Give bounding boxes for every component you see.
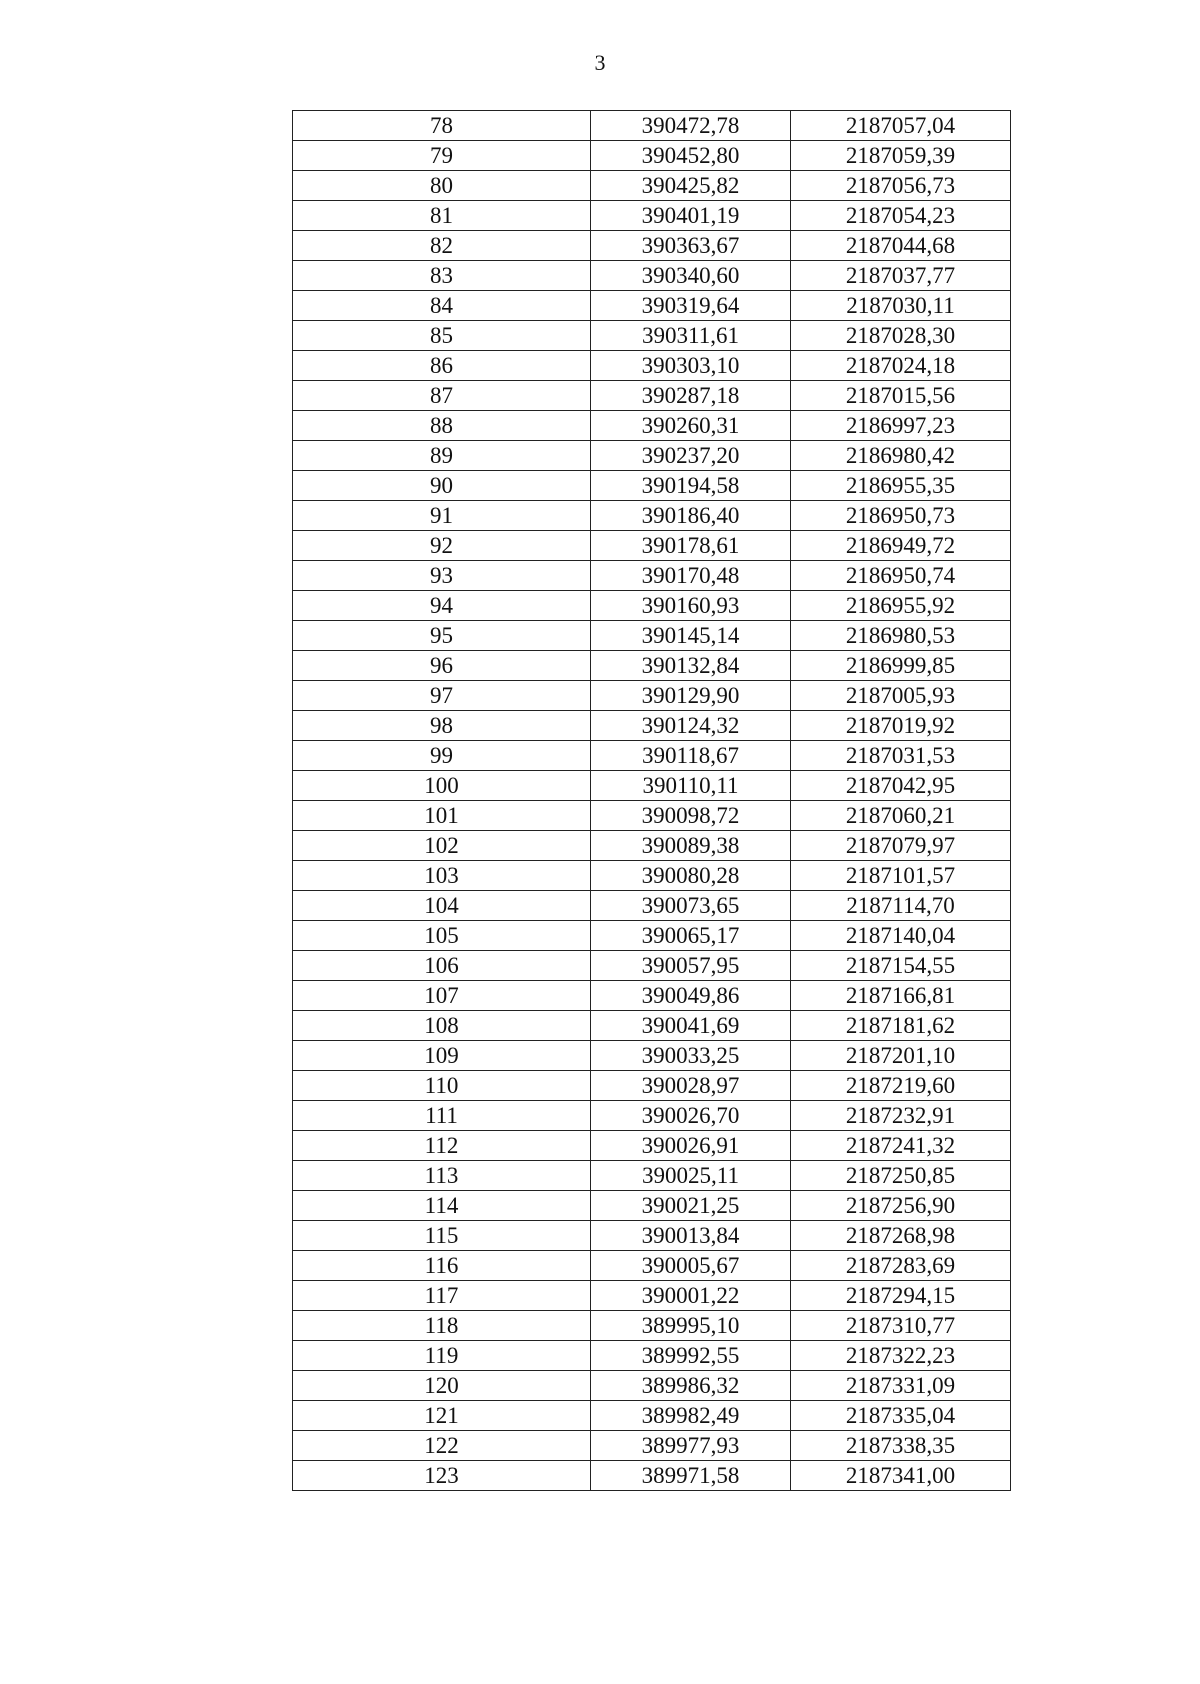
x-coordinate-cell: 389986,32	[591, 1371, 791, 1401]
point-number-cell: 118	[293, 1311, 591, 1341]
table-row	[293, 381, 1011, 411]
x-coordinate-cell: 390303,10	[591, 351, 791, 381]
x-coordinate-cell: 390026,70	[591, 1101, 791, 1131]
table-row	[293, 141, 1011, 171]
x-coordinate-cell: 390452,80	[591, 141, 791, 171]
point-number-cell: 81	[293, 201, 591, 231]
table-row	[293, 741, 1011, 771]
y-coordinate-cell: 2186980,42	[791, 441, 1011, 471]
y-coordinate-cell: 2186997,23	[791, 411, 1011, 441]
x-coordinate-cell: 390194,58	[591, 471, 791, 501]
point-number-cell: 90	[293, 471, 591, 501]
x-coordinate-cell: 390065,17	[591, 921, 791, 951]
y-coordinate-cell: 2187219,60	[791, 1071, 1011, 1101]
table-row	[293, 1071, 1011, 1101]
point-number-cell: 82	[293, 231, 591, 261]
point-number-cell: 120	[293, 1371, 591, 1401]
x-coordinate-cell: 390178,61	[591, 531, 791, 561]
table-row	[293, 591, 1011, 621]
table-row	[293, 681, 1011, 711]
y-coordinate-cell: 2186950,73	[791, 501, 1011, 531]
x-coordinate-cell: 390363,67	[591, 231, 791, 261]
y-coordinate-cell: 2187056,73	[791, 171, 1011, 201]
x-coordinate-cell: 390089,38	[591, 831, 791, 861]
y-coordinate-cell: 2187310,77	[791, 1311, 1011, 1341]
y-coordinate-cell: 2187283,69	[791, 1251, 1011, 1281]
point-number-cell: 102	[293, 831, 591, 861]
point-number-cell: 86	[293, 351, 591, 381]
table-row	[293, 1221, 1011, 1251]
point-number-cell: 104	[293, 891, 591, 921]
x-coordinate-cell: 390311,61	[591, 321, 791, 351]
x-coordinate-cell: 390049,86	[591, 981, 791, 1011]
x-coordinate-cell: 390005,67	[591, 1251, 791, 1281]
table-row	[293, 891, 1011, 921]
point-number-cell: 113	[293, 1161, 591, 1191]
table-row	[293, 1431, 1011, 1461]
x-coordinate-cell: 390041,69	[591, 1011, 791, 1041]
y-coordinate-cell: 2187005,93	[791, 681, 1011, 711]
table-row	[293, 1401, 1011, 1431]
point-number-cell: 112	[293, 1131, 591, 1161]
y-coordinate-cell: 2186980,53	[791, 621, 1011, 651]
y-coordinate-cell: 2187057,04	[791, 111, 1011, 141]
y-coordinate-cell: 2186955,35	[791, 471, 1011, 501]
point-number-cell: 80	[293, 171, 591, 201]
y-coordinate-cell: 2187028,30	[791, 321, 1011, 351]
y-coordinate-cell: 2187031,53	[791, 741, 1011, 771]
x-coordinate-cell: 390080,28	[591, 861, 791, 891]
y-coordinate-cell: 2186949,72	[791, 531, 1011, 561]
point-number-cell: 122	[293, 1431, 591, 1461]
table-row	[293, 171, 1011, 201]
y-coordinate-cell: 2187030,11	[791, 291, 1011, 321]
x-coordinate-cell: 390073,65	[591, 891, 791, 921]
table-row	[293, 711, 1011, 741]
table-row	[293, 111, 1011, 141]
y-coordinate-cell: 2187015,56	[791, 381, 1011, 411]
table-row	[293, 831, 1011, 861]
table-row	[293, 501, 1011, 531]
y-coordinate-cell: 2187154,55	[791, 951, 1011, 981]
point-number-cell: 98	[293, 711, 591, 741]
table-row	[293, 411, 1011, 441]
coordinates-table-body	[293, 111, 1011, 1491]
y-coordinate-cell: 2187079,97	[791, 831, 1011, 861]
table-row	[293, 531, 1011, 561]
page-number: 3	[594, 50, 606, 75]
table-row	[293, 651, 1011, 681]
point-number-cell: 111	[293, 1101, 591, 1131]
point-number-cell: 119	[293, 1341, 591, 1371]
table-row	[293, 1461, 1011, 1491]
point-number-cell: 87	[293, 381, 591, 411]
x-coordinate-cell: 390237,20	[591, 441, 791, 471]
point-number-cell: 84	[293, 291, 591, 321]
point-number-cell: 97	[293, 681, 591, 711]
point-number-cell: 93	[293, 561, 591, 591]
x-coordinate-cell: 390110,11	[591, 771, 791, 801]
table-row	[293, 471, 1011, 501]
point-number-cell: 123	[293, 1461, 591, 1491]
point-number-cell: 105	[293, 921, 591, 951]
point-number-cell: 78	[293, 111, 591, 141]
y-coordinate-cell: 2187166,81	[791, 981, 1011, 1011]
point-number-cell: 99	[293, 741, 591, 771]
x-coordinate-cell: 390132,84	[591, 651, 791, 681]
y-coordinate-cell: 2187060,21	[791, 801, 1011, 831]
x-coordinate-cell: 390401,19	[591, 201, 791, 231]
table-row	[293, 231, 1011, 261]
point-number-cell: 96	[293, 651, 591, 681]
table-row	[293, 951, 1011, 981]
table-row	[293, 351, 1011, 381]
x-coordinate-cell: 390028,97	[591, 1071, 791, 1101]
table-row	[293, 801, 1011, 831]
table-row	[293, 1341, 1011, 1371]
y-coordinate-cell: 2187232,91	[791, 1101, 1011, 1131]
y-coordinate-cell: 2186999,85	[791, 651, 1011, 681]
y-coordinate-cell: 2187241,32	[791, 1131, 1011, 1161]
y-coordinate-cell: 2187140,04	[791, 921, 1011, 951]
y-coordinate-cell: 2187181,62	[791, 1011, 1011, 1041]
x-coordinate-cell: 389977,93	[591, 1431, 791, 1461]
y-coordinate-cell: 2187024,18	[791, 351, 1011, 381]
table-row	[293, 1011, 1011, 1041]
x-coordinate-cell: 390186,40	[591, 501, 791, 531]
y-coordinate-cell: 2187341,00	[791, 1461, 1011, 1491]
y-coordinate-cell: 2187322,23	[791, 1341, 1011, 1371]
table-row	[293, 1161, 1011, 1191]
table-row	[293, 861, 1011, 891]
point-number-cell: 79	[293, 141, 591, 171]
x-coordinate-cell: 390057,95	[591, 951, 791, 981]
point-number-cell: 116	[293, 1251, 591, 1281]
table-row	[293, 1191, 1011, 1221]
table-row	[293, 1041, 1011, 1071]
x-coordinate-cell: 390124,32	[591, 711, 791, 741]
table-row	[293, 921, 1011, 951]
point-number-cell: 107	[293, 981, 591, 1011]
x-coordinate-cell: 390160,93	[591, 591, 791, 621]
x-coordinate-cell: 390021,25	[591, 1191, 791, 1221]
coordinates-table	[292, 110, 1011, 1491]
y-coordinate-cell: 2187042,95	[791, 771, 1011, 801]
point-number-cell: 121	[293, 1401, 591, 1431]
table-row	[293, 771, 1011, 801]
point-number-cell: 88	[293, 411, 591, 441]
x-coordinate-cell: 390033,25	[591, 1041, 791, 1071]
table-row	[293, 1311, 1011, 1341]
point-number-cell: 100	[293, 771, 591, 801]
point-number-cell: 110	[293, 1071, 591, 1101]
table-row	[293, 561, 1011, 591]
y-coordinate-cell: 2187019,92	[791, 711, 1011, 741]
table-row	[293, 291, 1011, 321]
x-coordinate-cell: 390118,67	[591, 741, 791, 771]
y-coordinate-cell: 2187294,15	[791, 1281, 1011, 1311]
point-number-cell: 95	[293, 621, 591, 651]
y-coordinate-cell: 2186955,92	[791, 591, 1011, 621]
table-row	[293, 1101, 1011, 1131]
point-number-cell: 108	[293, 1011, 591, 1041]
x-coordinate-cell: 390472,78	[591, 111, 791, 141]
x-coordinate-cell: 390170,48	[591, 561, 791, 591]
point-number-cell: 114	[293, 1191, 591, 1221]
x-coordinate-cell: 390260,31	[591, 411, 791, 441]
table-row	[293, 621, 1011, 651]
point-number-cell: 103	[293, 861, 591, 891]
point-number-cell: 92	[293, 531, 591, 561]
x-coordinate-cell: 390026,91	[591, 1131, 791, 1161]
y-coordinate-cell: 2187201,10	[791, 1041, 1011, 1071]
y-coordinate-cell: 2187335,04	[791, 1401, 1011, 1431]
table-row	[293, 1251, 1011, 1281]
x-coordinate-cell: 390013,84	[591, 1221, 791, 1251]
table-row	[293, 201, 1011, 231]
table-row	[293, 1281, 1011, 1311]
x-coordinate-cell: 390425,82	[591, 171, 791, 201]
point-number-cell: 109	[293, 1041, 591, 1071]
point-number-cell: 89	[293, 441, 591, 471]
y-coordinate-cell: 2187338,35	[791, 1431, 1011, 1461]
x-coordinate-cell: 390001,22	[591, 1281, 791, 1311]
point-number-cell: 91	[293, 501, 591, 531]
table-row	[293, 1131, 1011, 1161]
table-row	[293, 321, 1011, 351]
y-coordinate-cell: 2187256,90	[791, 1191, 1011, 1221]
x-coordinate-cell: 389995,10	[591, 1311, 791, 1341]
table-row	[293, 1371, 1011, 1401]
table-row	[293, 981, 1011, 1011]
point-number-cell: 117	[293, 1281, 591, 1311]
y-coordinate-cell: 2187268,98	[791, 1221, 1011, 1251]
y-coordinate-cell: 2187250,85	[791, 1161, 1011, 1191]
x-coordinate-cell: 390129,90	[591, 681, 791, 711]
x-coordinate-cell: 390340,60	[591, 261, 791, 291]
y-coordinate-cell: 2187059,39	[791, 141, 1011, 171]
table-row	[293, 441, 1011, 471]
x-coordinate-cell: 390287,18	[591, 381, 791, 411]
x-coordinate-cell: 390098,72	[591, 801, 791, 831]
point-number-cell: 101	[293, 801, 591, 831]
y-coordinate-cell: 2186950,74	[791, 561, 1011, 591]
x-coordinate-cell: 390319,64	[591, 291, 791, 321]
x-coordinate-cell: 390145,14	[591, 621, 791, 651]
x-coordinate-cell: 389992,55	[591, 1341, 791, 1371]
point-number-cell: 94	[293, 591, 591, 621]
y-coordinate-cell: 2187044,68	[791, 231, 1011, 261]
point-number-cell: 106	[293, 951, 591, 981]
y-coordinate-cell: 2187101,57	[791, 861, 1011, 891]
y-coordinate-cell: 2187114,70	[791, 891, 1011, 921]
y-coordinate-cell: 2187331,09	[791, 1371, 1011, 1401]
point-number-cell: 83	[293, 261, 591, 291]
table-row	[293, 261, 1011, 291]
y-coordinate-cell: 2187054,23	[791, 201, 1011, 231]
x-coordinate-cell: 390025,11	[591, 1161, 791, 1191]
x-coordinate-cell: 389982,49	[591, 1401, 791, 1431]
point-number-cell: 115	[293, 1221, 591, 1251]
x-coordinate-cell: 389971,58	[591, 1461, 791, 1491]
y-coordinate-cell: 2187037,77	[791, 261, 1011, 291]
point-number-cell: 85	[293, 321, 591, 351]
